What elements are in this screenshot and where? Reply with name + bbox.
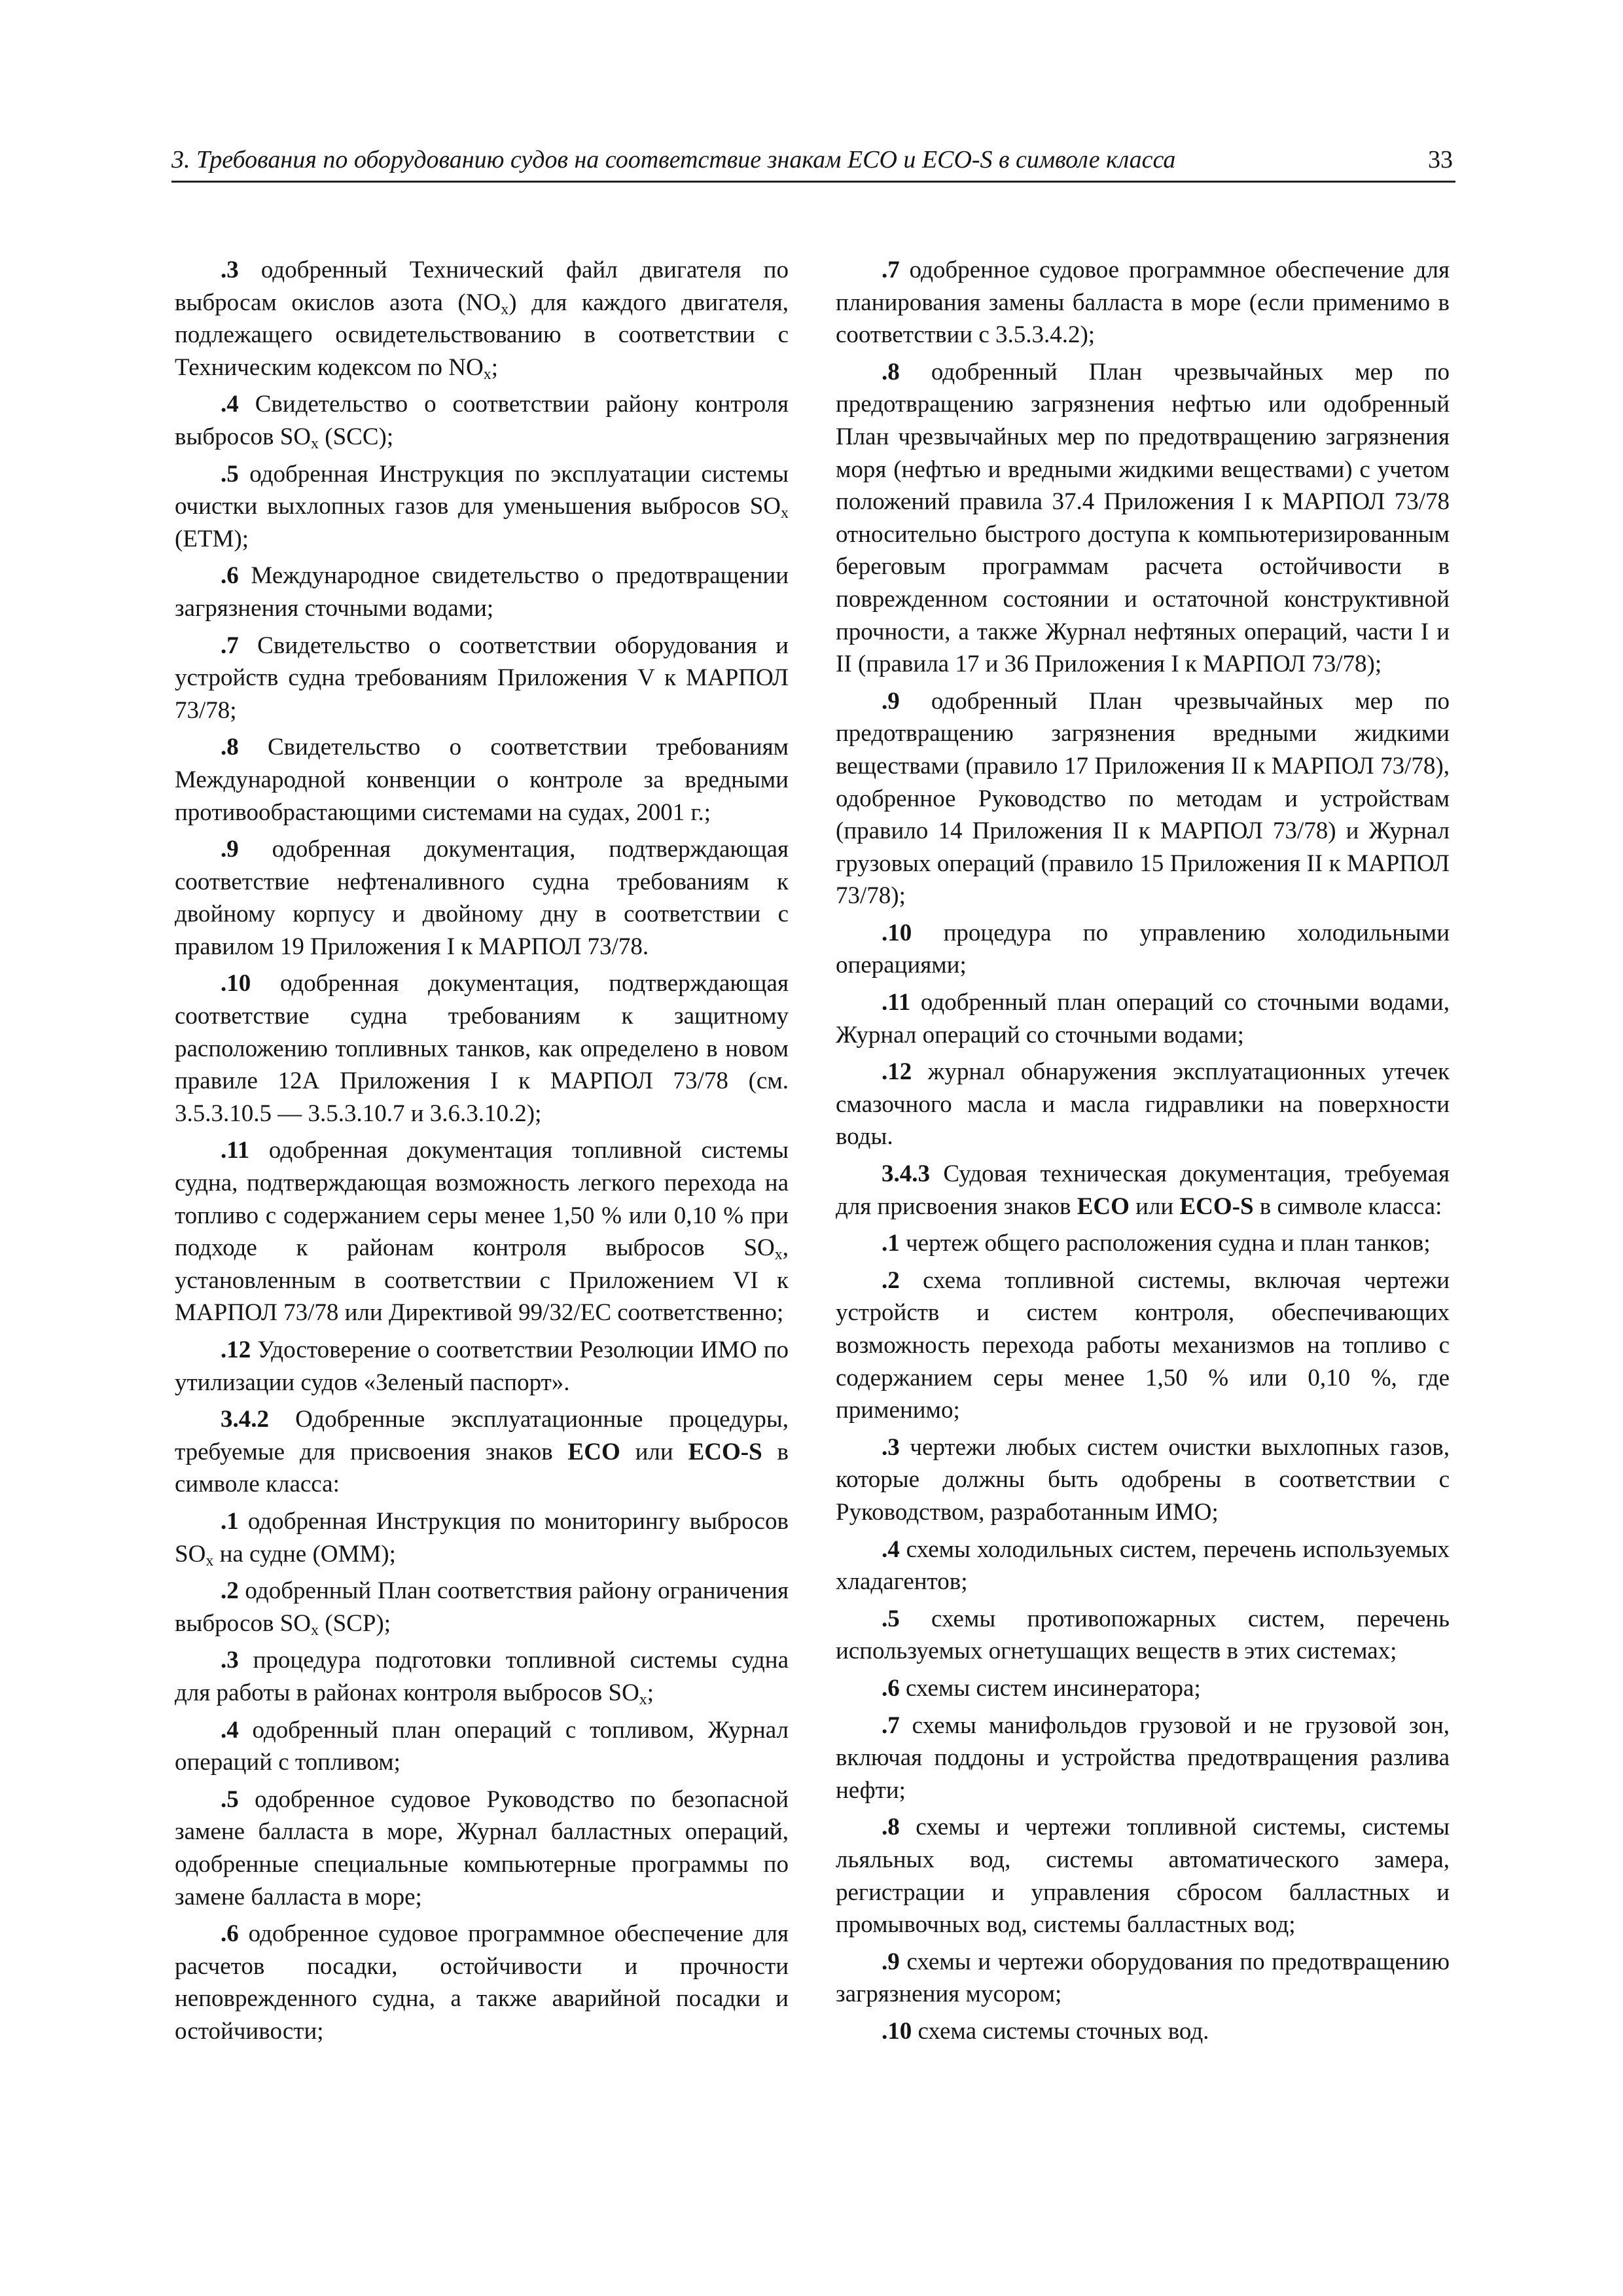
paragraph	[836, 1056, 1450, 1153]
paragraph	[175, 1505, 789, 1570]
paragraph	[836, 356, 1450, 681]
paragraph	[836, 1431, 1450, 1529]
text-run: ;	[647, 1679, 654, 1706]
paragraph	[836, 1946, 1450, 2011]
bold-text: .2	[882, 1266, 900, 1294]
bold-text: .5	[882, 1605, 900, 1632]
text-run: Удостоверение о соответствии Резолюции ИМО по утилизации судов «Зеленый паспорт».	[175, 1336, 789, 1396]
bold-text: .10	[882, 919, 912, 946]
paragraph	[175, 254, 789, 384]
bold-text: .4	[221, 1716, 239, 1744]
paragraph	[836, 1265, 1450, 1427]
bold-text: ECO-S	[688, 1438, 762, 1465]
paragraph	[175, 1575, 789, 1640]
paragraph	[175, 731, 789, 829]
subscript: x	[639, 1691, 647, 1708]
bold-text: .7	[221, 632, 239, 659]
subscript: x	[205, 1552, 214, 1570]
bold-text: .10	[882, 2017, 912, 2045]
text-run: журнал обнаружения эксплуатационных утечек смазочного масла и масла гидравлики на поверхности воды.	[836, 1058, 1450, 1151]
text-run: одобренная Инструкция по эксплуатации системы очистки выхлопных газов для уменьшения выбросов SO	[175, 460, 789, 520]
text-run: на судне (OMM);	[213, 1540, 396, 1568]
paragraph	[175, 1784, 789, 1913]
text-run: Судовая техническая документация, требуемая для присвоения знаков	[836, 1160, 1450, 1220]
text-run: в символе класса:	[1253, 1193, 1442, 1220]
text-run: одобренная Инструкция по мониторингу выбросов SO	[175, 1507, 789, 1568]
subscript: x	[774, 1246, 783, 1264]
paragraph	[836, 685, 1450, 912]
bold-text: 3.4.3	[882, 1160, 930, 1188]
text-run: одобренный План чрезвычайных мер по предотвращению загрязнения вредными жидкими веществами (правило 17 Приложения II к МАРПОЛ 73/78), одобренное Руководство по методам и устройствам (правило 14 Приложения II к МАРПОЛ 73/78) и Журнал грузовых операций (правило 15 Приложения II к МАРПОЛ 73/78);	[836, 687, 1450, 910]
paragraph	[836, 1227, 1450, 1260]
bold-text: .6	[221, 562, 239, 590]
text-run: ) для каждого двигателя, подлежащего освидетельствованию в соответствии с Техническим кодексом по NO	[175, 289, 789, 381]
bold-text: .7	[882, 257, 900, 283]
bold-text: .9	[221, 836, 239, 863]
text-run: (ETM);	[175, 525, 249, 552]
text-run: схемы и чертежи оборудования по предотвращению загрязнения мусором;	[836, 1948, 1450, 2008]
text-run: одобренная документация, подтверждающая соответствие нефтеналивного судна требованиям к двойному корпусу и двойному дну в соответствии с правилом 19 Приложения I к МАРПОЛ 73/78.	[175, 836, 789, 960]
subscript: x	[311, 435, 319, 452]
paragraph	[175, 1403, 789, 1501]
text-run: (SCC);	[319, 423, 394, 450]
paragraph	[175, 1334, 789, 1399]
paragraph	[836, 1811, 1450, 1941]
text-run: одобренное судовое программное обеспечение для расчетов посадки, остойчивости и прочности неповрежденного судна, а также аварийной посадки и остойчивости;	[175, 1920, 789, 2045]
text-run: одобренный план операций со сточными водами, Журнал операций со сточными водами;	[836, 989, 1450, 1049]
paragraph	[175, 1714, 789, 1779]
text-run: чертеж общего расположения судна и план танков;	[899, 1230, 1431, 1257]
bold-text: .12	[221, 1336, 251, 1363]
paragraph	[175, 1134, 789, 1329]
paragraph	[175, 833, 789, 963]
text-run: схема системы сточных вод.	[912, 2017, 1209, 2045]
bold-text: .9	[882, 1948, 900, 1975]
text-run: схемы холодильных систем, перечень используемых хладагентов;	[836, 1535, 1450, 1596]
paragraph	[175, 458, 789, 556]
subscript: x	[311, 1621, 319, 1639]
bold-text: .1	[882, 1230, 900, 1257]
subscript: x	[501, 300, 509, 318]
bold-text: 3.4.2	[221, 1406, 269, 1433]
paragraph	[836, 1710, 1450, 1807]
paragraph	[836, 1603, 1450, 1668]
subscript: x	[781, 505, 789, 522]
bold-text: ECO	[1077, 1193, 1130, 1220]
text-run: схемы и чертежи топливной системы, системы льяльных вод, системы автоматического замера, регистрации и управления сбросом балластных и промывочных вод, системы балластных вод;	[836, 1814, 1450, 1939]
paragraph	[175, 560, 789, 624]
bold-text: .10	[221, 970, 251, 997]
bold-text: ECO-S	[1179, 1193, 1254, 1220]
bold-text: .11	[882, 989, 911, 1016]
bold-text: .3	[882, 1433, 900, 1461]
bold-text: .2	[221, 1577, 239, 1605]
paragraph	[175, 1644, 789, 1709]
text-run: одобренное судовое Руководство по безопасной замене балласта в море, Журнал балластных операций, одобренные специальные компьютерные программы по замене балласта в море;	[175, 1785, 789, 1910]
text-run: схемы систем инсинератора;	[899, 1674, 1201, 1702]
text-run: одобренный План чрезвычайных мер по предотвращению загрязнения нефтью или одобренный План чрезвычайных мер по предотвращению загрязнения моря (нефтью и вредными жидкими веществами) с учетом положений правила 37.4 Приложения I к МАРПОЛ 73/78 относительно быстрого доступа к компьютеризированным береговым программам расчета остойчивости в поврежденном состоянии и остаточной конструктивной прочности, а также Журнал нефтяных операций, части I и II (правила 17 и 36 Приложения I к МАРПОЛ 73/78);	[836, 358, 1450, 678]
text-run: одобренный Технический файл двигателя по выбросам окислов азота (NO	[175, 257, 789, 316]
paragraph	[836, 2015, 1450, 2048]
bold-text: .4	[221, 391, 239, 418]
paragraph	[836, 1672, 1450, 1705]
text-run: одобренное судовое программное обеспечение для планирования замены балласта в море (если применимо в соответствии с 3.5.3.4.2);	[836, 257, 1450, 349]
text-run: одобренный план операций с топливом, Журнал операций с топливом;	[175, 1716, 789, 1776]
bold-text: .5	[221, 1785, 239, 1813]
text-run: Одобренные эксплуатационные процедуры, требуемые для присвоения знаков	[175, 1406, 789, 1465]
text-run: одобренный План соответствия району ограничения выбросов SO	[175, 1577, 789, 1637]
bold-text: .11	[221, 1137, 250, 1164]
text-run: (SCP);	[319, 1609, 391, 1637]
header-title: 3. Требования по оборудованию судов на соответствие знакам ECO и ECO-S в символе класса	[171, 146, 1176, 173]
bold-text: .12	[882, 1058, 912, 1086]
text-run: схемы манифольдов грузовой и не грузовой зон, включая поддоны и устройства предотвращения разлива нефти;	[836, 1712, 1450, 1804]
running-header	[171, 145, 1455, 183]
bold-text: .8	[882, 358, 900, 386]
bold-text: .8	[221, 734, 239, 761]
paragraph	[836, 917, 1450, 982]
bold-text: .6	[882, 1674, 900, 1702]
text-run: процедура по управлению холодильными операциями;	[836, 919, 1450, 979]
bold-text: .9	[882, 687, 900, 715]
subscript: x	[483, 365, 491, 383]
text-run: схема топливной системы, включая чертежи устройств и систем контроля, обеспечивающих возможность перехода работы механизмов на топливо с содержанием серы менее 1,50 % или 0,10 %, где применимо;	[836, 1266, 1450, 1424]
bold-text: .8	[882, 1814, 900, 1841]
paragraph	[836, 1158, 1450, 1223]
text-run: Свидетельство о соответствии району контроля выбросов SO	[175, 391, 789, 450]
bold-text: .6	[221, 1920, 239, 1948]
text-run: Международное свидетельство о предотвращении загрязнения сточными водами;	[175, 562, 789, 622]
text-run: одобренная документация, подтверждающая соответствие судна требованиям к защитному расположению топливных танков, как определено в новом правиле 12А Приложения I к МАРПОЛ 73/78 (см. 3.5.3.10.5 — 3.5.3.10.7 и 3.6.3.10.2);	[175, 970, 789, 1127]
text-run: Свидетельство о соответствии оборудования и устройств судна требованиям Приложения V к МАРПОЛ 73/78;	[175, 632, 789, 724]
bold-text: .3	[221, 1647, 239, 1674]
bold-text: .4	[882, 1535, 900, 1563]
text-run: , установленным в соответствии с Приложением VI к МАРПОЛ 73/78 или Директивой 99/32/ЕС соответственно;	[175, 1234, 789, 1327]
text-run: в символе класса:	[175, 1438, 789, 1498]
right-column	[836, 254, 1450, 2052]
paragraph	[836, 986, 1450, 1051]
paragraph	[175, 388, 789, 453]
bold-text: .7	[882, 1712, 900, 1739]
text-run: ;	[491, 353, 499, 381]
paragraph	[175, 630, 789, 727]
paragraph	[836, 1534, 1450, 1598]
paragraph	[175, 967, 789, 1130]
text-run: одобренная документация топливной системы судна, подтверждающая возможность легкого перехода на топливо с содержанием серы менее 1,50 % или 0,10 % при подходе к районам контроля выбросов SO	[175, 1137, 789, 1262]
bold-text: .1	[221, 1507, 239, 1535]
text-run: Свидетельство о соответствии требованиям Международной конвенции о контроле за вредными противообрастающими системами на судах, 2001 г.;	[175, 734, 789, 826]
paragraph	[836, 254, 1450, 351]
bold-text: .3	[221, 257, 239, 283]
text-run: или	[1129, 1193, 1180, 1220]
text-run: процедура подготовки топливной системы судна для работы в районах контроля выбросов SO	[175, 1647, 789, 1706]
left-column	[175, 254, 789, 2052]
bold-text: .5	[221, 460, 239, 488]
page-number: 33	[1428, 146, 1453, 173]
text-run: схемы противопожарных систем, перечень используемых огнетушащих веществ в этих системах;	[836, 1605, 1450, 1665]
paragraph	[175, 1918, 789, 2047]
bold-text: ECO	[567, 1438, 620, 1465]
text-run: чертежи любых систем очистки выхлопных газов, которые должны быть одобрены в соответствии с Руководством, разработанным ИМО;	[836, 1433, 1450, 1526]
text-run: или	[620, 1438, 688, 1465]
